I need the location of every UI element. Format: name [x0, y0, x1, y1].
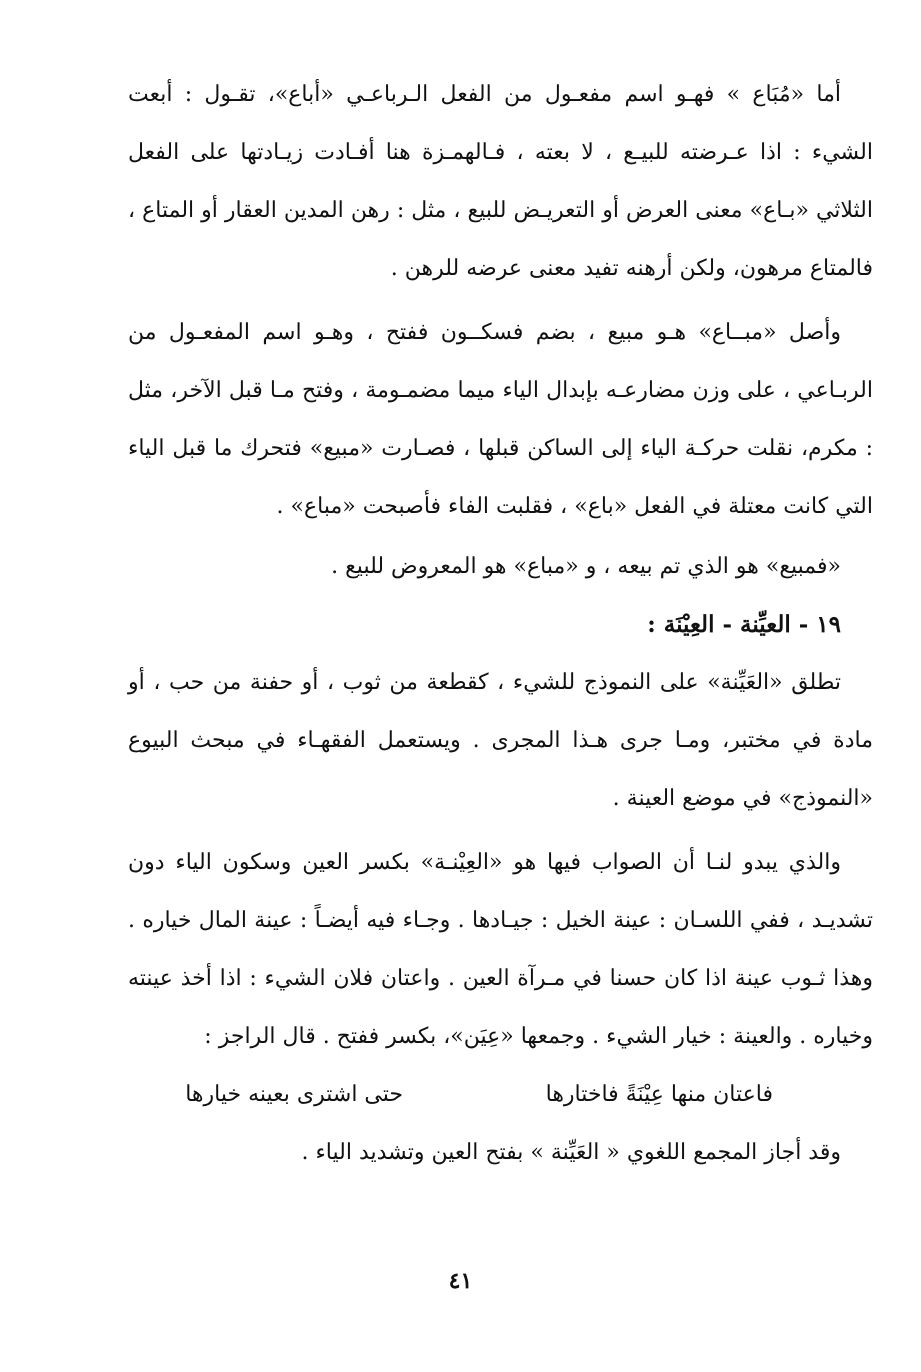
- section-heading: ١٩ - العيِّنة - العِيْنَة :: [647, 611, 841, 638]
- verse-first-hemistich: فاعتان منها عِيْنَةً فاختارها: [545, 1082, 773, 1107]
- paragraph-academy: وقد أجاز المجمع اللغوي « العَيِّنة » بفتح العين وتشديد الياء .: [301, 1140, 841, 1165]
- paragraph-summary: «فمبيع» هو الذي تم بيعه ، و «مباع» هو المعروض للبيع .: [331, 554, 841, 579]
- paragraph-ayna-correct: والذي يبدو لنـا أن الصواب فيها هو «العِيْنـة» بكسر العين وسكون الياء دون تشديـد ، ففي اللسـان : عينة الخيل : جيـادها . وجـاء فيه أيضـاً : عينة المال خياره . وهذا ثـوب عينة اذا كان حسنا في مـرآة العين . واعتان فلان الشيء : اذا أخذ عينته وخياره . والعينة : خيار الشيء . وجمعها «عِيَن»، بكسر ففتح . قال الراجز :: [128, 850, 873, 1049]
- paragraph-asl-muba: وأصل «مبــاع» هـو مبيع ، بضم فسكــون ففتح ، وهـو اسم المفعـول من الربـاعي ، على وزن مضارعـه بإبدال الياء ميما مضمـومة ، وفتح مـا قبل الآخر، مثل : مكرم، نقلت حركـة الياء إلى الساكن قبلها ، فصـارت «مبيع» فتحرك ما قبل الياء التي كانت معتلة في الفعل «باع» ، فقلبت الفاء فأصبحت «مباع» .: [128, 320, 873, 519]
- paragraph-muba: أما «مُبَاع » فهـو اسم مفعـول من الفعل الـرباعـي «أباع»، تقـول : أبعت الشيء : اذا عـرضته للبيـع ، لا بعته ، فـالهمـزة هنا أفـادت زيـادتها على الفعل الثلاثي «بـاع» معنى العرض أو التعريـض للبيع ، مثل : رهن المدين العقار أو المتاع ، فالمتاع مرهون، ولكن أرهنه تفيد معنى عرضه للرهن .: [128, 82, 873, 281]
- verse-second-hemistich: حتى اشترى بعينه خيارها: [185, 1082, 403, 1107]
- page-body: [128, 66, 873, 1182]
- poetry-verse: [128, 1066, 873, 1124]
- page-number: ٤١: [448, 1268, 473, 1294]
- paragraph-ayyina-definition: تطلق «العَيِّنة» على النموذج للشيء ، كقطعة من ثوب ، أو حفنة من حب ، أو مادة في مختبر، ومـا جرى هـذا المجرى . ويستعمل الفقهـاء في مبحث البيوع «النموذج» في موضع العينة .: [128, 670, 873, 811]
